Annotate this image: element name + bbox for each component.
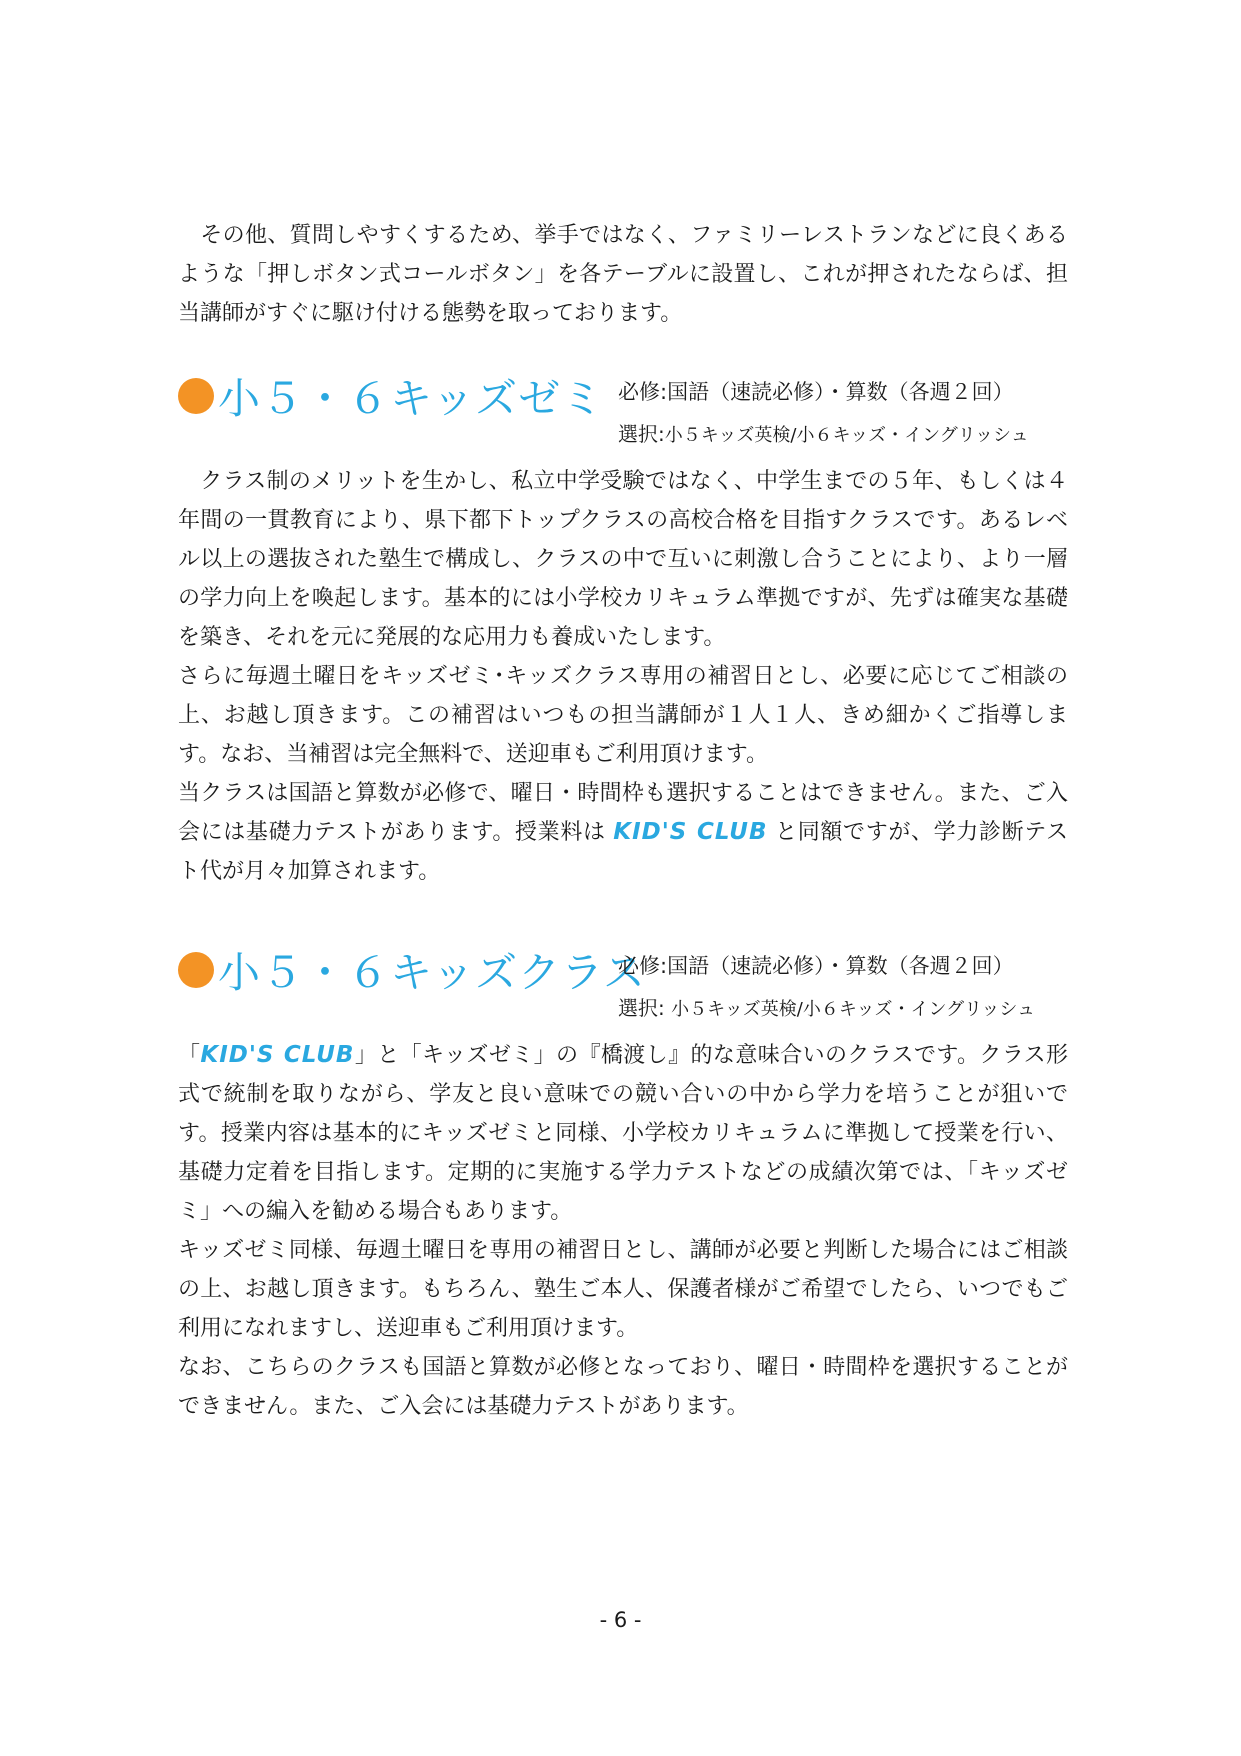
kids-zemi-paragraph-2: さらに毎週土曜日をキッズゼミ･キッズクラス専用の補習日とし、必要に応じてご相談の上、お越し頂きます。この補習はいつもの担当講師が１人１人、きめ細かくご指導します。なお、当補習は完全無料で、送迎車もご利用頂けます。 xyxy=(178,664,1068,767)
kids-class-paragraph-3: なお、こちらのクラスも国語と算数が必修となっており、曜日・時間枠を選択することができません。また、ご入会には基礎力テストがあります。 xyxy=(178,1355,1068,1419)
intro-paragraph: その他、質問しやすくするため、挙手ではなく、ファミリーレストランなどに良くあるような「押しボタン式コールボタン」を各テーブルに設置し、これが押されたならば、担当講師がすぐに駆け付ける態勢を取っております。 xyxy=(178,223,1068,326)
section-kids-zemi-header xyxy=(178,368,1068,464)
kids-class-paragraph-2: キッズゼミ同様、毎週土曜日を専用の補習日とし、講師が必要と判断した場合にはご相談の上、お越し頂きます。もちろん、塾生ご本人、保護者様がご希望でしたら、いつでもご利用になれますし、送迎車もご利用頂けます。 xyxy=(178,1238,1068,1341)
kids-zemi-paragraph-3 xyxy=(178,774,1068,891)
kids-class-paragraph-1-after: 」と「キッズゼミ」の『橋渡し』的な意味合いのクラスです。クラス形式で統制を取りながら、学友と良い意味での競い合いの中から学力を培うことが狙いです。授業内容は基本的にキッズゼミと同様、小学校カリキュラムに準拠して授業を行い、基礎力定着を目指します。定期的に実施する学力テストなどの成績次第では、「キッズゼミ」への編入を勧める場合もあります。 xyxy=(178,1043,1068,1224)
section-title-text: 小５・６キッズクラス xyxy=(218,948,646,997)
brand-kids-club: KID'S CLUB xyxy=(200,1042,355,1068)
selective-value: 小５キッズ英検/小６キッズ・イングリッシュ xyxy=(664,425,1029,446)
selective-label: 選択: xyxy=(618,996,672,1020)
required-subjects: 必修:国語（速読必修）・算数（各週２回） xyxy=(618,954,1014,978)
orange-bullet-icon xyxy=(178,378,214,414)
selective-value: 小５キッズ英検/小６キッズ・イングリッシュ xyxy=(671,999,1036,1020)
selective-subjects xyxy=(618,992,1035,1021)
selective-label: 選択: xyxy=(618,422,665,446)
page-number: - 6 - xyxy=(599,1608,642,1632)
selective-subjects xyxy=(618,418,1029,447)
kids-class-paragraph-1-before: 「 xyxy=(178,1043,201,1068)
kids-zemi-paragraph-3-before: 当クラスは国語と算数が必修で、曜日・時間枠も選択することはできません。また、ご入会には基礎力テストがあります。授業料は xyxy=(178,781,1068,845)
brand-kids-club: KID'S CLUB xyxy=(613,819,768,845)
section-title-kids-class xyxy=(178,942,646,998)
section-kids-class-header xyxy=(178,942,1068,1038)
orange-bullet-icon xyxy=(178,952,214,988)
kids-class-paragraph-1 xyxy=(178,1036,1068,1231)
kids-zemi-paragraph-1: クラス制のメリットを生かし、私立中学受験ではなく、中学生までの５年、もしくは４年間の一貫教育により、県下都下トップクラスの高校合格を目指すクラスです。あるレベル以上の選抜された塾生で構成し、クラスの中で互いに刺激し合うことにより、より一層の学力向上を喚起します。基本的には小学校カリキュラム準拠ですが、先ずは確実な基礎を築き、それを元に発展的な応用力も養成いたします。 xyxy=(178,469,1068,650)
required-subjects: 必修:国語（速読必修）・算数（各週２回） xyxy=(618,380,1014,404)
kids-zemi-paragraph-3-after: と同額ですが、学力診断テスト代が月々加算されます。 xyxy=(178,820,1068,884)
section-title-kids-zemi xyxy=(178,368,604,424)
section-title-text: 小５・６キッズゼミ xyxy=(218,374,605,423)
